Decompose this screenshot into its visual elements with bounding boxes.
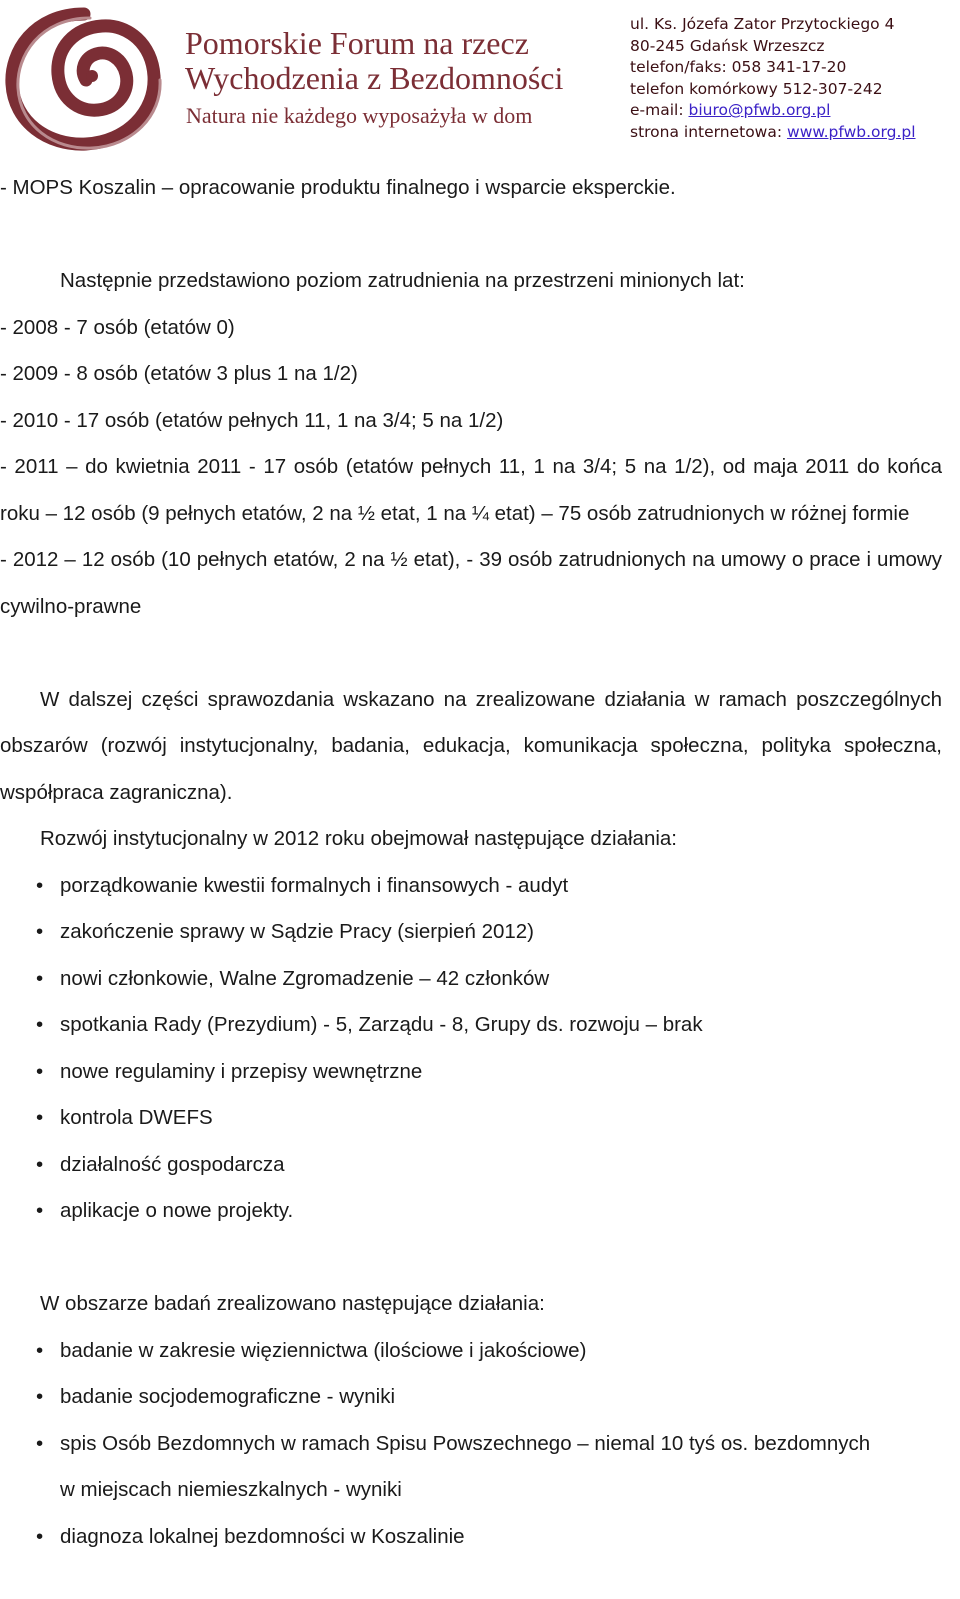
bullet: • (36, 1106, 44, 1129)
list-item-text: spis Osób Bezdomnych w ramach Spisu Powszechnego – niemal 10 tyś os. bezdomnych (60, 1431, 871, 1455)
website-line (630, 122, 916, 144)
address-line-1: ul. Ks. Józefa Zator Przytockiego 4 (630, 15, 895, 33)
employment-intro: Następnie przedstawiono poziom zatrudnienia na przestrzeni minionych lat: (60, 269, 745, 292)
list-item (0, 1188, 942, 1235)
mops-line: - MOPS Koszalin – opracowanie produktu finalnego i wsparcie eksperckie. (0, 176, 676, 199)
list-item-text: diagnoza lokalnej bezdomności w Koszalinie (60, 1524, 465, 1548)
employment-2010: - 2010 - 17 osób (etatów pełnych 11, 1 na 3/4; 5 na 1/2) (0, 408, 504, 432)
contact-block (630, 14, 916, 144)
email-line (630, 100, 916, 122)
institutional-list (0, 863, 942, 1235)
list-item-text: kontrola DWEFS (60, 1106, 213, 1129)
email-link[interactable]: biuro@pfwb.org.pl (688, 101, 831, 120)
list-item (0, 1514, 942, 1561)
list-item-text: porządkowanie kwestii formalnych i finansowych - audyt (60, 873, 569, 897)
employment-2008: - 2008 - 7 osób (etatów 0) (0, 315, 235, 339)
list-item (0, 1328, 942, 1375)
list-item (0, 1421, 942, 1468)
bullet: • (36, 966, 44, 990)
organization-name-line-1: Pomorskie Forum na rzecz (185, 25, 529, 61)
document-body (0, 165, 942, 1560)
bullet: • (36, 1152, 44, 1176)
spacer (0, 630, 942, 677)
list-item-continuation (0, 1467, 942, 1514)
list-item (0, 1142, 942, 1189)
bullet: • (36, 1524, 44, 1548)
bullet: • (36, 873, 44, 897)
list-item (0, 863, 942, 910)
bullet: • (36, 1385, 44, 1408)
address-line-2: 80-245 Gdańsk Wrzeszcz (630, 36, 825, 55)
bullet: • (36, 1338, 44, 1362)
mobile-phone: telefon komórkowy 512-307-242 (630, 79, 883, 98)
list-item-text: spotkania Rady (Prezydium) - 5, Zarządu - 8, Grupy ds. rozwoju – brak (60, 1013, 703, 1036)
list-item-text: badanie w zakresie więziennictwa (ilościowe i jakościowe) (60, 1338, 587, 1362)
phone-fax: telefon/faks: 058 341-17-20 (630, 58, 847, 77)
bullet: • (36, 1059, 44, 1083)
list-item (0, 1002, 942, 1049)
employment-2012: - 2012 – 12 osób (10 pełnych etatów, 2 na ½ etat), - 39 osób zatrudnionych na umowy o prace i umowy cywilno-prawne (0, 548, 942, 618)
list-item (0, 1095, 942, 1142)
list-item (0, 956, 942, 1003)
website-link[interactable]: www.pfwb.org.pl (787, 122, 916, 141)
organization-tagline: Natura nie każdego wyposażyła w dom (186, 103, 533, 128)
spiral-shell-logo-icon (4, 4, 164, 152)
list-item (0, 1374, 942, 1421)
research-intro: W obszarze badań zrealizowano następujące działania: (40, 1292, 545, 1315)
employment-2009: - 2009 - 8 osób (etatów 3 plus 1 na 1/2) (0, 362, 358, 385)
bullet: • (36, 1199, 44, 1222)
institutional-intro: Rozwój instytucjonalny w 2012 roku obejmował następujące działania: (40, 827, 678, 850)
list-item (0, 909, 942, 956)
list-item-text: w miejscach niemieszkalnych - wyniki (60, 1478, 402, 1501)
areas-paragraph: W dalszej części sprawozdania wskazano na zrealizowane działania w ramach poszczególnych obszarów (rozwój instytucjonalny, badania, edukacja, komunikacja społeczna, polityka społeczna, współpraca zagraniczna). (0, 687, 942, 804)
research-list (0, 1328, 942, 1561)
bullet: • (36, 920, 44, 943)
bullet: • (36, 1013, 44, 1036)
list-item-text: badanie socjodemograficzne - wyniki (60, 1385, 396, 1408)
email-label: e-mail: (630, 101, 689, 120)
organization-name-line-2: Wychodzenia z Bezdomności (185, 60, 564, 96)
bullet: • (36, 1431, 44, 1455)
organization-name (185, 26, 563, 96)
employment-2011: - 2011 – do kwietnia 2011 - 17 osób (etatów pełnych 11, 1 na 3/4; 5 na 1/2), od maja 2011 do końca roku – 12 osób (9 pełnych etatów, 2 na ½ etat, 1 na ¼ etat) – 75 osób zatrudnionych w różnej formie (0, 455, 942, 525)
letterhead (0, 0, 960, 160)
list-item-text: zakończenie sprawy w Sądzie Pracy (sierpień 2012) (60, 920, 535, 943)
spacer (0, 212, 942, 259)
list-item-text: działalność gospodarcza (60, 1152, 285, 1176)
list-item-text: aplikacje o nowe projekty. (60, 1199, 294, 1222)
spacer (0, 1235, 942, 1282)
list-item (0, 1049, 942, 1096)
website-label: strona internetowa: (630, 122, 788, 141)
list-item-text: nowi członkowie, Walne Zgromadzenie – 42 członków (60, 966, 550, 990)
list-item-text: nowe regulaminy i przepisy wewnętrzne (60, 1059, 423, 1083)
